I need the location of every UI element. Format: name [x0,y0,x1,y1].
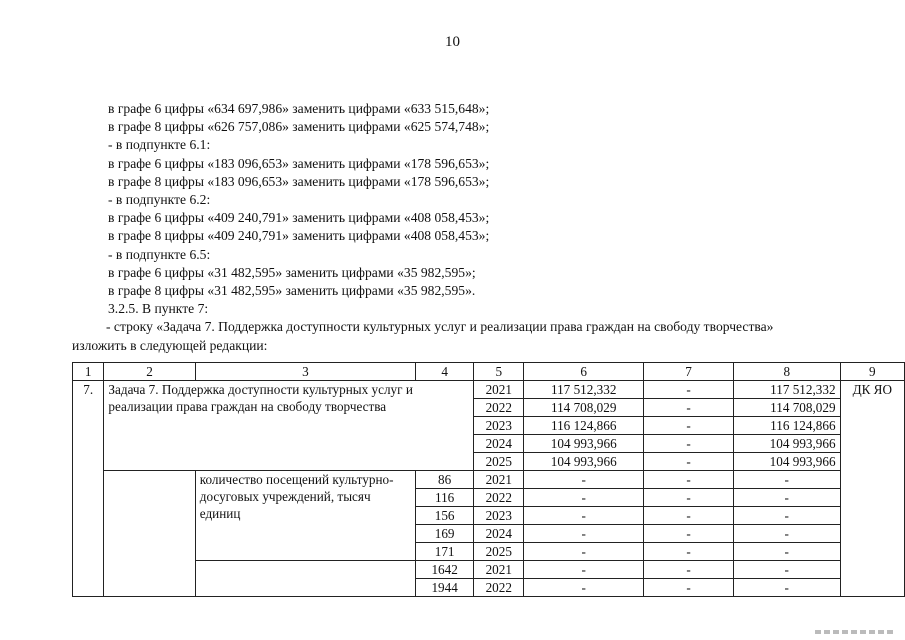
indicator-value: 156 [416,507,474,525]
amount-cell: - [733,525,840,543]
header-cell: 5 [474,363,524,381]
scan-artifact [815,630,895,634]
text-line: в графе 8 цифры «183 096,653» заменить цифрами «178 596,653»; [108,173,490,189]
text-line: в графе 6 цифры «634 697,986» заменить цифрами «633 515,648»; [108,101,490,116]
text-line: в графе 8 цифры «626 757,086» заменить цифрами «625 574,748»; [108,119,490,135]
page-number: 10 [445,34,460,50]
text-line: - в подпункте 6.1: [108,137,211,153]
year-cell: 2024 [474,435,524,453]
header-row [73,363,905,381]
text-line: изложить в следующей редакции: [72,337,268,353]
header-cell: 6 [524,363,644,381]
amount-cell: 104 993,966 [733,453,840,471]
year-cell: 2023 [474,507,524,525]
empty-cell [195,561,415,597]
amount-cell: - [644,561,734,579]
table-row [73,381,905,399]
empty-cell [104,471,195,597]
year-cell: 2025 [474,543,524,561]
amount-cell: - [524,543,644,561]
indicator-value: 1944 [416,579,474,597]
amount-cell: - [524,489,644,507]
amount-cell: - [644,507,734,525]
text-line: в графе 6 цифры «31 482,595» заменить цифрами «35 982,595»; [108,264,476,280]
header-cell: 4 [416,363,474,381]
amount-cell: 117 512,332 [524,381,644,399]
amount-cell: 104 993,966 [524,435,644,453]
text-line: - в подпункте 6.2: [108,192,211,208]
amendment-text [72,100,852,355]
amount-cell: - [644,543,734,561]
amount-cell: - [644,381,734,399]
year-cell: 2021 [474,561,524,579]
text-line: в графе 6 цифры «183 096,653» заменить цифрами «178 596,653»; [108,155,490,171]
amount-cell: - [524,579,644,597]
text-line: в графе 8 цифры «409 240,791» заменить цифрами «408 058,453»; [108,228,490,244]
amount-cell: - [733,543,840,561]
amount-cell: - [524,525,644,543]
task-title: Задача 7. Поддержка доступности культурных услуг и реализации права граждан на свободу творчества [104,381,474,471]
text-line: - в подпункте 6.5: [108,246,211,262]
header-cell: 1 [73,363,104,381]
indicator-value: 86 [416,471,474,489]
indicator-value: 169 [416,525,474,543]
amount-cell: - [524,561,644,579]
text-line: - строку «Задача 7. Поддержка доступности культурных услуг и реализации права граждан на свободу творчества» [106,319,774,335]
header-cell: 8 [733,363,840,381]
amount-cell: - [733,471,840,489]
year-cell: 2021 [474,471,524,489]
header-cell: 3 [195,363,415,381]
table-row [73,471,905,489]
amount-cell: - [644,399,734,417]
indicator-value: 1642 [416,561,474,579]
amount-cell: - [733,489,840,507]
year-cell: 2022 [474,399,524,417]
amount-cell: 116 124,866 [733,417,840,435]
amount-cell: 114 708,029 [733,399,840,417]
text-line: 3.2.5. В пункте 7: [108,301,209,317]
amount-cell: - [524,507,644,525]
indicator-name: количество посещений культурно-досуговых учреждений, тысяч единиц [195,471,415,561]
amount-cell: - [733,507,840,525]
amount-cell: 104 993,966 [524,453,644,471]
amount-cell: - [644,489,734,507]
year-cell: 2022 [474,489,524,507]
header-cell: 2 [104,363,195,381]
year-cell: 2024 [474,525,524,543]
amount-cell: 116 124,866 [524,417,644,435]
amount-cell: 104 993,966 [733,435,840,453]
amount-cell: - [524,471,644,489]
amount-cell: - [644,579,734,597]
amount-cell: 114 708,029 [524,399,644,417]
text-line: в графе 6 цифры «409 240,791» заменить цифрами «408 058,453»; [108,210,490,226]
header-cell: 9 [840,363,904,381]
year-cell: 2022 [474,579,524,597]
amount-cell: 117 512,332 [733,381,840,399]
executor-cell: ДК ЯО [840,381,904,597]
task-number: 7. [73,381,104,597]
amount-cell: - [644,525,734,543]
table-row [73,561,905,579]
amount-cell: - [733,579,840,597]
program-table [72,362,905,597]
text-line: в графе 8 цифры «31 482,595» заменить цифрами «35 982,595». [108,283,476,299]
amount-cell: - [644,435,734,453]
year-cell: 2023 [474,417,524,435]
indicator-value: 116 [416,489,474,507]
amount-cell: - [733,561,840,579]
year-cell: 2025 [474,453,524,471]
amount-cell: - [644,453,734,471]
year-cell: 2021 [474,381,524,399]
amount-cell: - [644,417,734,435]
amount-cell: - [644,471,734,489]
header-cell: 7 [644,363,734,381]
indicator-value: 171 [416,543,474,561]
